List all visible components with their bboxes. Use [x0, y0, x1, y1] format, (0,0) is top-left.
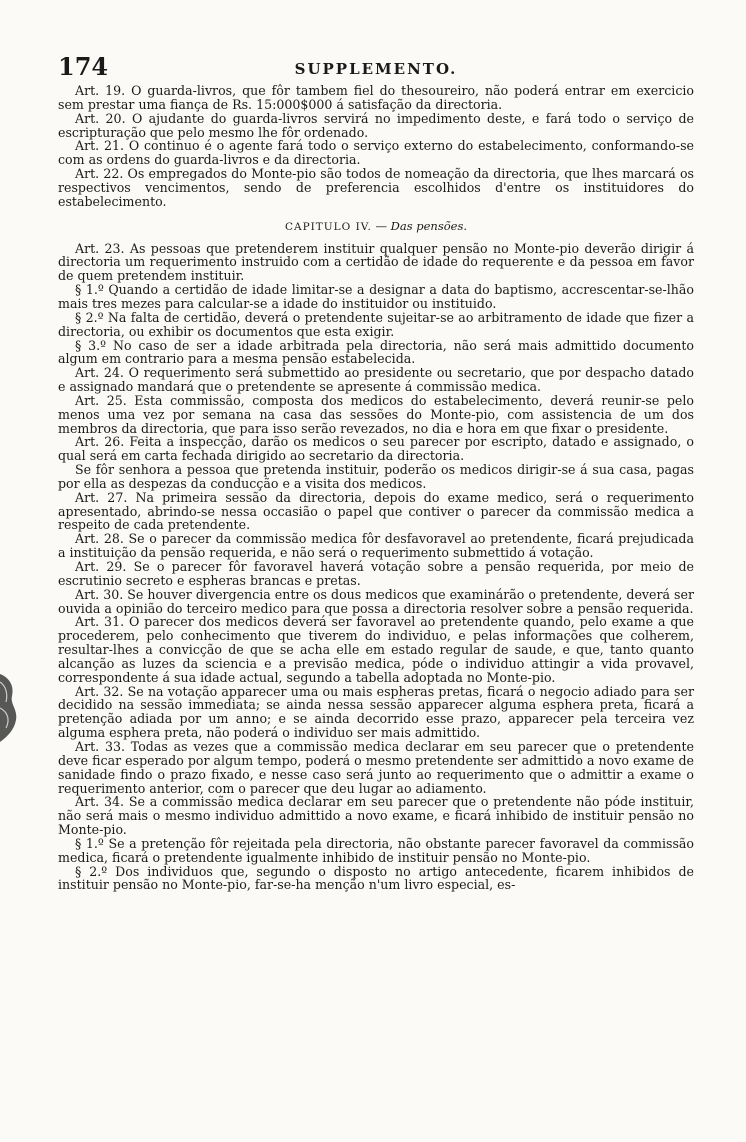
article-paragraph: Art. 27. Na primeira sessão da directoria, depois do exame medico, será o requerimento apresentado, abrindo-se nessa occasião o papel que contiver o parecer da commissão medica a respeito de cada pretendente.	[58, 489, 694, 533]
article-paragraph: Art. 32. Se na votação apparecer uma ou mais espheras pretas, ficará o negocio adiado para ser decidido na sessão immediata; se ainda nessa sessão apparecer alguma esphera preta, ficará a pretenção adiada por um anno; e se ainda decorrido esse prazo, apparecer pela terceira vez alguma esphera preta, não poderá o individuo ser mais admittido.	[58, 683, 694, 741]
article-paragraph: Art. 33. Todas as vezes que a commissão medica declarar em seu parecer que o pretendente deve ficar esperado por algum tempo, poderá o mesmo pretendente ser admittido a novo exame de sanidade findo o prazo fixado, e nesse caso será junto ao requerimento que o admittir a exame o requerimento anterior, com o parecer que deu lugar ao adiamento.	[58, 738, 694, 796]
page-header	[58, 52, 694, 84]
article-paragraph: Art. 22. Os empregados do Monte-pio são todos de nomeação da directoria, que lhes marcará os respectivos vencimentos, sendo de preferencia escolhidos d'entre os instituidores do estabelecimento.	[58, 166, 694, 209]
article-paragraph: Art. 29. Se o parecer fôr favoravel haverá votação sobre a pensão requerida, por meio de escrutinio secreto e espheras brancas e pretas.	[58, 559, 694, 588]
running-title: SUPPLEMENTO.	[294, 60, 458, 78]
article-paragraph: Art. 21. O continuo é o agente fará todo o serviço externo do estabelecimento, conformando-se com as ordens do guarda-livros e da directoria.	[58, 138, 694, 168]
section-paragraph: § 3.º No caso de ser a idade arbitrada pela directoria, não será mais admittido documento algum em contrario para a mesma pensão estabelecida.	[58, 337, 694, 367]
section-paragraph: § 1.º Se a pretenção fôr rejeitada pela directoria, não obstante parecer favoravel da commissão medica, ficará o pretendente igualmente inhibido de instituir pensão no Monte-pio.	[58, 835, 694, 865]
section-paragraph: § 2.º Dos individuos que, segundo o disposto no artigo antecedente, ficarem inhibidos de instituir pensão no Monte-pio, far-se-ha menção n'um livro especial, es-	[58, 863, 694, 893]
article-paragraph: Art. 20. O ajudante do guarda-livros servirá no impedimento deste, e fará todo o serviço de escripturação que pelo mesmo lhe fôr ordenado.	[58, 110, 694, 140]
chapter-dash: —	[371, 218, 391, 233]
article-paragraph: Art. 19. O guarda-livros, que fôr tambem fiel do thesoureiro, não poderá entrar em exercicio sem prestar uma fiança de Rs. 15:000$000 á satisfação da directoria.	[58, 83, 694, 112]
chapter-label: CAPITULO IV.	[284, 220, 372, 233]
binding-stain-icon	[0, 668, 26, 748]
article-paragraph: Art. 34. Se a commissão medica declarar em seu parecer que o pretendente não póde instituir, não será mais o mesmo individuo admittido a novo exame, e ficará inhibido de instituir pensão no Monte-pio.	[58, 794, 694, 838]
section-paragraph: § 1.º Quando a certidão de idade limitar-se a designar a data do baptismo, accrescentar-se-lhão mais tres mezes para calcular-se a idade do instituidor ou instituido.	[58, 282, 694, 311]
article-paragraph: Art. 25. Esta commissão, composta dos medicos do estabelecimento, deverá reunir-se pelo menos uma vez por semana na casa das sessões do Monte-pio, com assistencia de um dos membros da directoria, que para isso serão revezados, no dia e hora em que fixar o presidente.	[58, 392, 694, 436]
chapter-title: Das pensões.	[390, 218, 468, 233]
article-paragraph: Art. 30. Se houver divergencia entre os dous medicos que examinárão o pretendente, deverá ser ouvida a opinião do terceiro medico para que possa a directoria resolver sobre a pensão requerida.	[58, 586, 694, 616]
page-number: 174	[58, 52, 109, 81]
article-paragraph: Art. 31. O parecer dos medicos deverá ser favoravel ao pretendente quando, pelo exame a que procederem, pelo conhecimento que tiverem do individuo, e pelas informações que colherem, resultar-lhes a convicção de que se acha elle em estado regular de saude, e que, tanto quanto alcanção as luzes da sciencia e a previsão medica, póde o individuo attingir a vida provavel, correspondente á sua idade actual, segundo a tabella adoptada no Monte-pio.	[58, 614, 694, 685]
chapter-heading	[58, 219, 694, 234]
article-paragraph: Art. 24. O requerimento será submettido ao presidente ou secretario, que por despacho datado e assignado mandará que o pretendente se apresente á commissão medica.	[58, 365, 694, 395]
section-paragraph: § 2.º Na falta de certidão, deverá o pretendente sujeitar-se ao arbitramento de idade que fizer a directoria, ou exhibir os documentos que esta exigir.	[58, 309, 694, 339]
article-paragraph: Art. 23. As pessoas que pretenderem instituir qualquer pensão no Monte-pio deverão dirigir á directoria um requerimento instruido com a certidão de idade do requerente e da pessoa em favor de quem pretendem instituir.	[58, 240, 694, 284]
body-text	[58, 84, 694, 892]
article-paragraph: Se fôr senhora a pessoa que pretenda instituir, poderão os medicos dirigir-se á sua casa, pagas por ella as despezas da conducção e a visita dos medicos.	[58, 462, 694, 491]
article-paragraph: Art. 26. Feita a inspecção, darão os medicos o seu parecer por escripto, datado e assignado, o qual será em carta fechada dirigido ao secretario da directoria.	[58, 434, 694, 464]
article-paragraph: Art. 28. Se o parecer da commissão medica fôr desfavoravel ao pretendente, ficará prejudicada a instituição da pensão requerida, e não será o requerimento submettido á votação.	[58, 531, 694, 561]
